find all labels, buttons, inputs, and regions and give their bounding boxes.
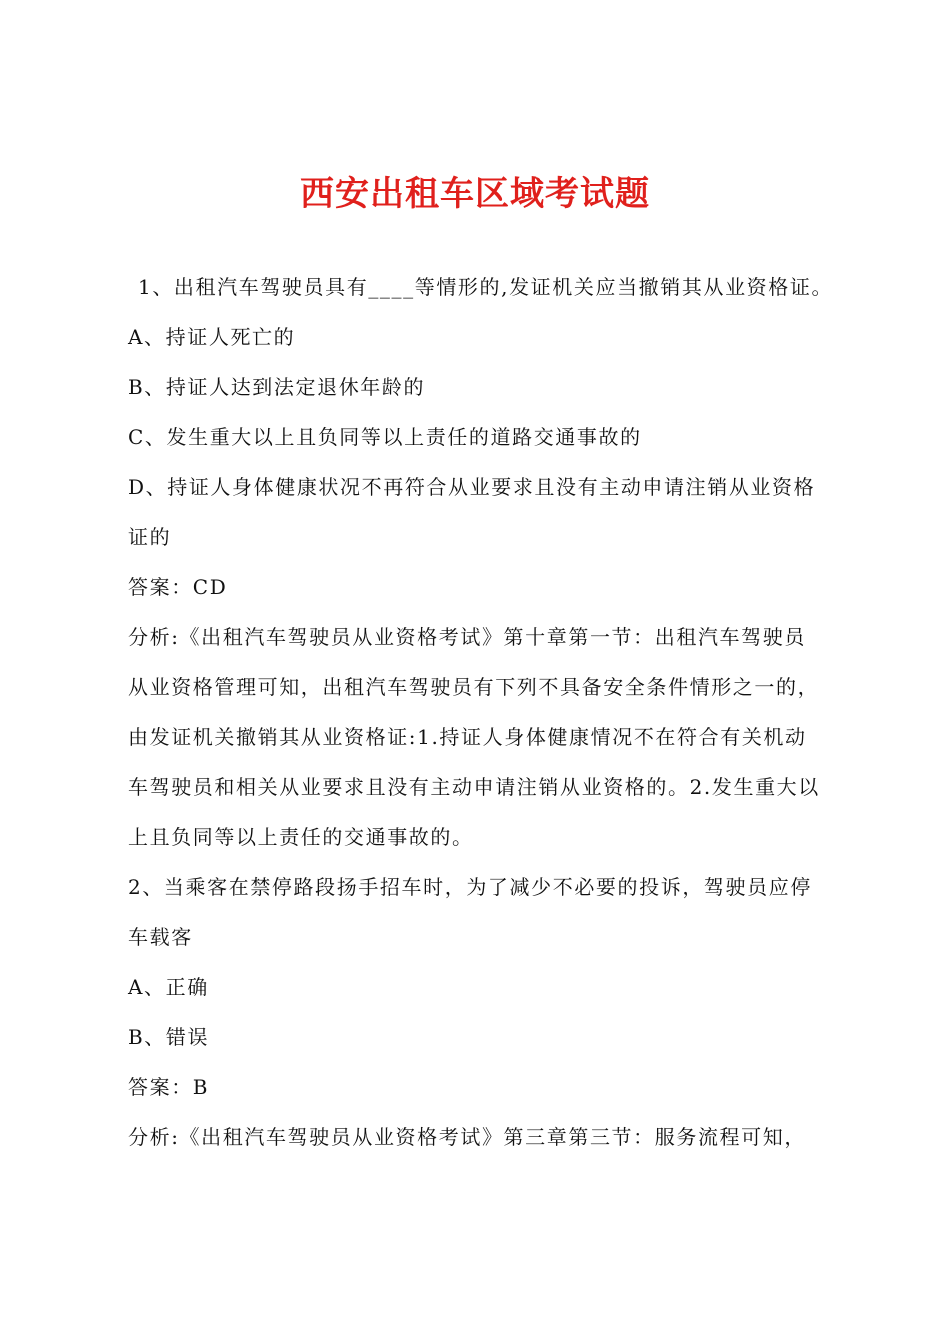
question-2-stem-continued: 车载客 [128, 925, 193, 949]
question-1-analysis-line-5: 上且负同等以上责任的交通事故的。 [128, 825, 474, 849]
question-1-option-d: D、持证人身体健康状况不再符合从业要求且没有主动申请注销从业资格 [128, 475, 816, 499]
question-2-analysis-line-1: 分析:《出租汽车驾驶员从业资格考试》第三章第三节：服务流程可知， [128, 1125, 806, 1149]
question-2-option-a: A、正确 [128, 975, 209, 999]
question-1-analysis-line-3: 由发证机关撤销其从业资格证:1.持证人身体健康情况不在符合有关机动 [128, 725, 807, 749]
document-title: 西安出租车区域考试题 [300, 174, 650, 214]
document-body [128, 262, 840, 1162]
question-2-answer: 答案：B [128, 1075, 210, 1099]
question-1-analysis-line-4: 车驾驶员和相关从业要求且没有主动申请注销从业资格的。2.发生重大以 [128, 775, 820, 799]
question-2-stem: 2、当乘客在禁停路段扬手招车时，为了减少不必要的投诉，驾驶员应停 [128, 875, 812, 899]
question-1-analysis-line-2: 从业资格管理可知，出租汽车驾驶员有下列不具备安全条件情形之一的， [128, 675, 820, 699]
question-1-option-b: B、持证人达到法定退休年龄的 [128, 375, 426, 399]
question-1-analysis-line-1: 分析:《出租汽车驾驶员从业资格考试》第十章第一节：出租汽车驾驶员 [128, 625, 806, 649]
question-1-option-d-continued: 证的 [128, 525, 172, 549]
question-1-answer: 答案：CD [128, 575, 228, 599]
question-2-option-b: B、错误 [128, 1025, 210, 1049]
question-1-stem: 1、出租汽车驾驶员具有____等情形的,发证机关应当撤销其从业资格证。 [138, 275, 834, 299]
question-1-option-c: C、发生重大以上且负同等以上责任的道路交通事故的 [128, 425, 642, 449]
question-1-option-a: A、持证人死亡的 [128, 325, 296, 349]
